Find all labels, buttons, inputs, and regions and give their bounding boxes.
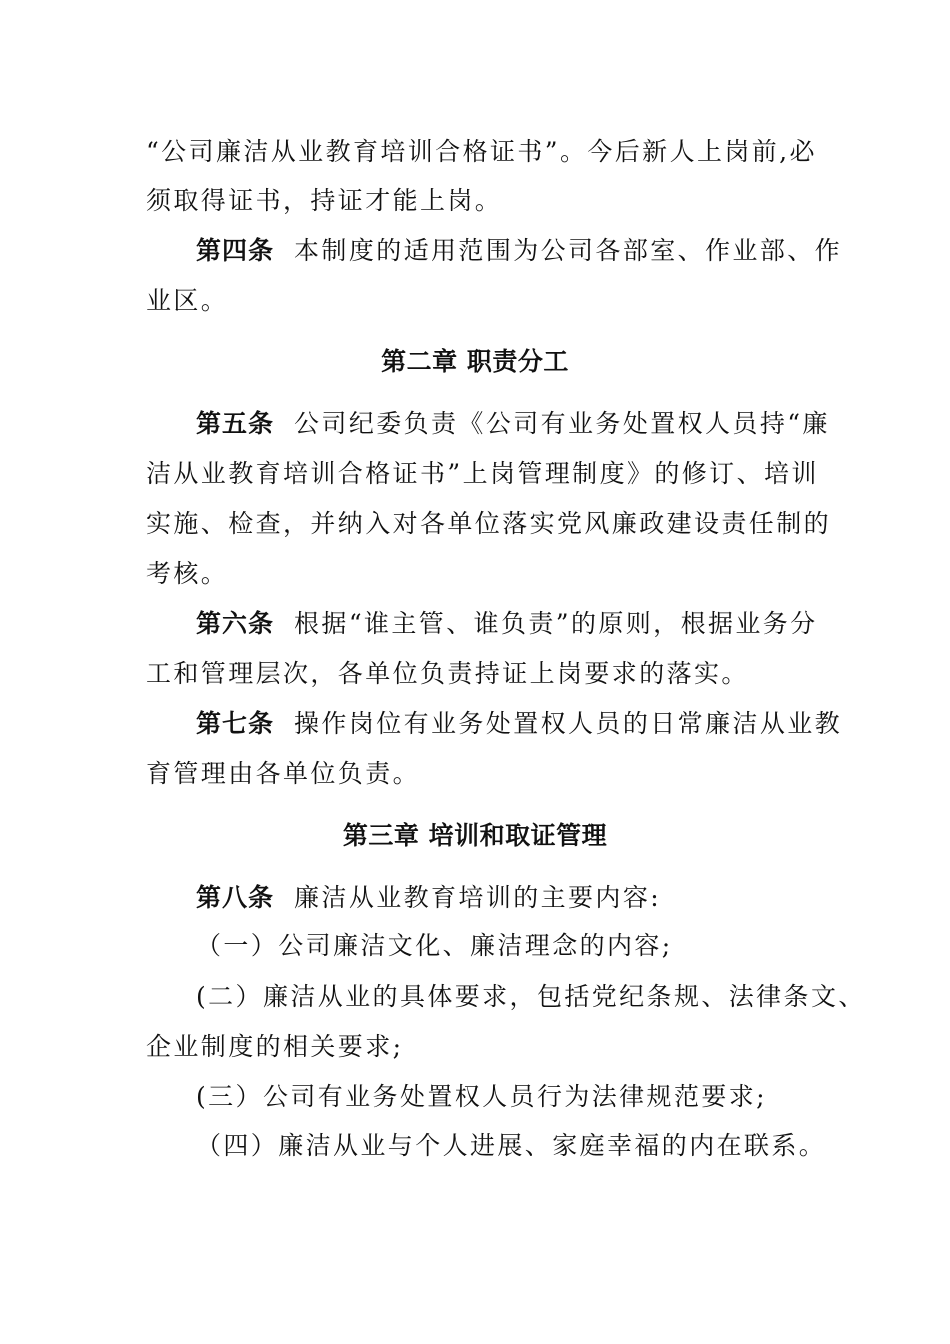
article5-text: 公司纪委负责《公司有业务处置权人员持“廉 [294,409,830,438]
chapter2-title: 第二章 职责分工 [381,347,569,376]
article8-item2-line1: (二）廉洁从业的具体要求，包括党纪条规、法律条文、 [196,982,866,1011]
article4-text: 本制度的适用范围为公司各部室、作业部、作 [294,236,843,265]
article6-line1 [196,608,818,640]
article5-line1 [196,408,830,440]
article7-label: 第七条 [196,709,275,738]
article7-text: 操作岗位有业务处置权人员的日常廉洁从业教 [294,709,843,738]
article6-text: 根据“谁主管、谁负责”的原则，根据业务分 [294,609,818,638]
article4-line2: 业区。 [146,286,229,315]
article8-label: 第八条 [196,883,275,912]
article7-line2: 育管理由各单位负责。 [146,759,421,788]
article8-text: 廉洁从业教育培训的主要内容: [294,883,662,912]
article5-line3: 实施、检查，并纳入对各单位落实党风廉政建设责任制的 [146,509,832,538]
article5-line2: 洁从业教育培训合格证书”上岗管理制度》的修订、培训 [146,459,819,488]
article3-line1: “公司廉洁从业教育培训合格证书”。今后新人上岗前,必 [146,137,817,166]
article6-line2: 工和管理层次，各单位负责持证上岗要求的落实。 [146,659,749,688]
article8-item4: （四）廉洁从业与个人进展、家庭幸福的内在联系。 [196,1131,827,1160]
article7-line1 [196,708,842,740]
article6-label: 第六条 [196,609,275,638]
article8-item3: (三）公司有业务处置权人员行为法律规范要求; [196,1082,767,1111]
article8-line1 [196,882,661,914]
article4-line1 [196,235,842,267]
article4-label: 第四条 [196,236,275,265]
article3-line2: 须取得证书，持证才能上岗。 [146,186,503,215]
article8-item1: （一）公司廉洁文化、廉洁理念的内容; [196,931,673,960]
article8-item2-line2: 企业制度的相关要求; [146,1032,404,1061]
chapter3-title: 第三章 培训和取证管理 [342,821,608,850]
article5-label: 第五条 [196,409,275,438]
article5-line4: 考核。 [146,559,229,588]
